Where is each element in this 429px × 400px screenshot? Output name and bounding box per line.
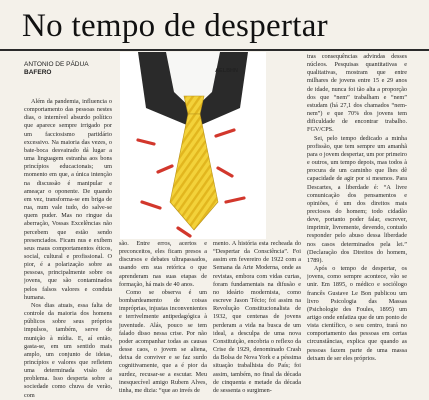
paragraph: Nos dias atuais, essa falta de controle da maioria dos homens públicos sobre seus próprios impulsos, também, serve de munição à mídia. E, aí então, gasta-se, em um sentido mais amplo, um conjunto de ideias, princípios e valores que refletem uma determinada visão de problema. Isso desperta sobre a sociedade como chuva de verão, com — [24, 301, 112, 398]
paragraph: mento. A história esta recheada do “Despertar da Consciência”. Foi assim em fevereiro de 1922 com a Semana da Arte Moderna, onde as revistas, embora com vidas curtas, foram fundamentais na difusão e no ideário modernista, como escreve Jason Técio; foi assim na Revolução Constitucionalista de 1932, que centenas de jovens perderam a vida na busca de um ideal, a desculpa de uma nova Constituição, encobria o reflexo da Crise de 1929, denominado Crash da Bolsa de Nova York e a péssima situação trabalhista do País; foi assim, também, no final da década de cinquenta e metade da década de sessenta o surgimen- — [213, 240, 301, 394]
tie-illustration — [120, 52, 266, 239]
article-column-2 — [119, 240, 207, 398]
article-column-3 — [213, 240, 301, 398]
byline-author: ANTONIO DE PÁDUA — [24, 61, 89, 68]
paragraph: Além da pandemia, influencia o comportamento das pessoas nestes dias, o internível absurdo político que aparece sempre irrigado por um facciosismo partidário excessivo. Na maioria das vezes, o bate-boca desvairado dá lugar a uma linguagem estranha aos bons princípios educacionais; um momento em que, a única intenção na discussão é manipular e ameaçar o oponente. De quando em vez, transforma-se em briga de rua, num vale tudo, do salve-se quem puder. Mas no ringue da aberração, Vossas Excelências não percebem que estão sendo presenciados. Ficam nus e exibem seus maus comportamentos éticos, social, cultural e profissional. O pior, é a polarização sobre as pessoas, principalmente sobre os jovens, que são contaminados pelos falsos valores e conduta humana. — [24, 98, 112, 301]
paragraph: Sei, pelo tempo dedicado a minha profissão, que tem sempre um amanhã para o jovem despertar, um por primeiro e outros, um tempo depois, mas todos à procura de um caminho que lhes dê capacidade de agir por si mesmos. Para Descartes, a liberdade é: “A livre comunicação dos pensamentos e opiniões, é um dos direitos mais preciosos do homem; todo cidadão deve, portanto poder falar, escrever, imprimir, livremente, devendo, contudo responder pelo abuso dessa liberdade nos casos determinados pela lei.” (Declaração dos Direitos do homem, 1789). — [307, 134, 407, 264]
illustration-label: AELBHN — [215, 68, 238, 74]
paragraph: tras consequências advindas desses núcleos. Pesquisas quantitativas e qualitativas, mostram que entre milhares de jovens entre 15 e 29 anos de idade, nunca foi tão alta a proporção dos que “nem” trabalham e “nem” estudam (há 27,1 dos chamados “nem-nem”) e que 70% dos jovens tem dificuldade de encontrar trabalho. FGV/CPS. — [307, 53, 407, 134]
paragraph: Após o tempo de despertar, os jovens, como sempre acontece, vão se unir. Em 1895, o médico e sociólogo francês Gustave Le Bon publicou um livro Psicologia das Massas (Psichologie des Foules, 1895) um artigo onde enfatiza que de um ponto de vista científico, o seu centro, trará no comportamento das pessoas em certas circunstâncias, explica que quando as pessoas fazem parte de uma massa deixam de ser eles próprios. — [307, 265, 407, 362]
byline — [24, 61, 89, 77]
illustration — [120, 52, 266, 239]
paragraph: são. Entre erros, acertos e preconceitos, eles ficam presos a discursos e debates ultrapassados, usando em sua retórica o que aprenderam nas suas etapas de formação, há mais de 40 anos. — [119, 240, 207, 288]
article-column-1 — [24, 98, 112, 398]
headline: No tempo de despertar — [22, 8, 328, 44]
headline-rule — [0, 49, 429, 51]
article-column-4 — [307, 53, 407, 398]
byline-location: BAFERO — [24, 69, 52, 76]
paragraph: Como se observa é um bombardeamento de coisas impróprias, injustas inconvenientes e terrivelmente antipedagógica à juventude. Alás, pouco se tem falado disso nessa crise. Por não poder acompanhar todas as causas desse caos, o jovem se aliena, deixa de conviver e se faz surdo cognitivamente, que a é pior da surdez, recusar-se a escutar. Meu inesquecível amigo Rubem Alves, tinha, me dizia: “que ao invés de — [119, 288, 207, 394]
